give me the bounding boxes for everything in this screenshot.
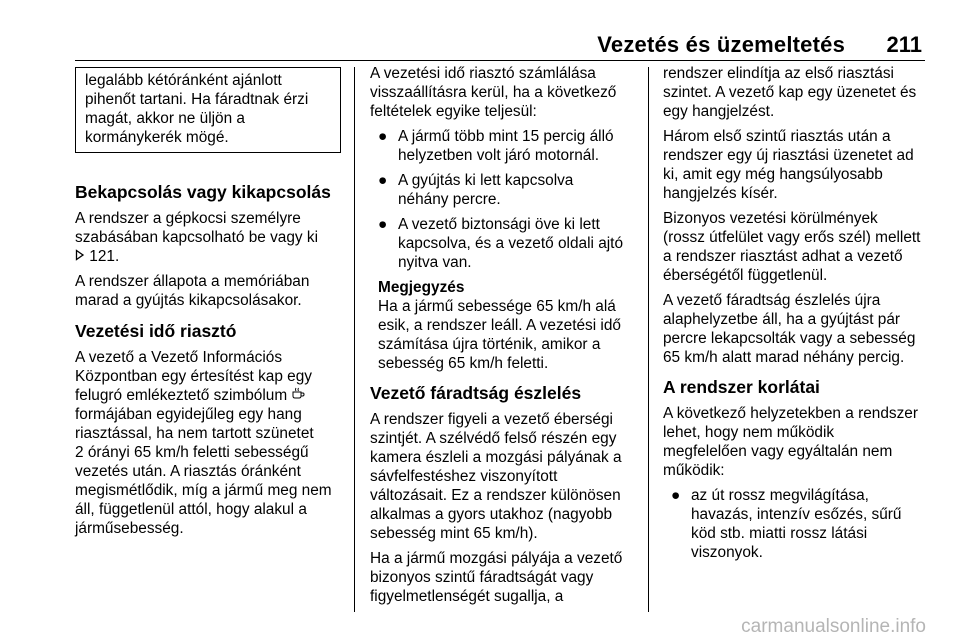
text-line: 2 órányi 65 km/h feletti sebességű [75, 444, 309, 461]
bullet-icon: ● [378, 172, 388, 189]
text-line: A gyújtás ki lett kapcsolva [398, 172, 574, 189]
paragraph [75, 348, 347, 538]
paragraph [663, 64, 931, 121]
text-line: felugró emlékeztető szimbólum [75, 387, 288, 404]
header-rule [75, 60, 925, 61]
column-2 [370, 64, 642, 612]
text-line: kapcsolva, és a vezető oldali ajtó [398, 235, 624, 252]
text-line: visszaállításra kerül, ha a következő [370, 84, 617, 101]
text-line: működik: [663, 462, 725, 479]
text-line: nyitva van. [398, 254, 472, 271]
page-header-title: Vezetés és üzemeltetés [597, 32, 845, 57]
text-line: magát, akkor ne üljön a [85, 110, 245, 127]
text-line: változásait. Ez a rendszer különösen [370, 487, 621, 504]
text-line: az út rossz megvilágítása, [691, 487, 869, 504]
column-3 [663, 64, 931, 568]
arrow-ref-icon [75, 248, 89, 265]
list-item [370, 127, 642, 165]
text-line: pihenőt tartani. Ha fáradtnak érzi [85, 91, 309, 108]
text-line: számítása újra történik, amikor a [378, 336, 601, 353]
text-line: helyzetben volt járó motornál. [398, 147, 600, 164]
text-line: A jármű több mint 15 percig álló [398, 128, 614, 145]
text-line: sebesség mint 65 km/h). [370, 525, 538, 542]
note-block [370, 278, 642, 373]
text-line: Három első szintű riasztás után a [663, 128, 891, 145]
text-line: néhány percre. [398, 191, 501, 208]
text-line: A rendszer a gépkocsi személyre [75, 210, 301, 227]
text-line: marad a gyújtás kikapcsolásakor. [75, 292, 302, 309]
text-line: figyelmetlenségét sugallja, a [370, 588, 564, 605]
text-line: A vezető biztonsági öve ki lett [398, 216, 600, 233]
text-line: ki, amit egy még hangsúlyosabb [663, 166, 883, 183]
text-line: rendszer egy új riasztási üzenetet ad [663, 147, 914, 164]
list-item [370, 171, 642, 209]
paragraph [663, 404, 931, 480]
text-line: feltételek egyike teljesül: [370, 103, 537, 120]
paragraph [663, 291, 931, 367]
text-line: A következő helyzetekben a rendszer [663, 405, 918, 422]
section-heading: Vezetési idő riasztó [75, 321, 237, 341]
paragraph [75, 209, 347, 266]
text-line: szintet. A vezető kap egy üzenetet és [663, 84, 917, 101]
text-line: éberségétől függetlenül. [663, 267, 828, 284]
text-line: viszonyok. [691, 544, 763, 561]
text-line: köd stb. miatti rossz látási [691, 525, 868, 542]
text-line: vezetés után. A riasztás óránként [75, 463, 301, 480]
paragraph [370, 64, 642, 121]
watermark: carmanualsonline.info [741, 616, 926, 637]
text-line: A rendszer állapota a memóriában [75, 273, 310, 290]
text-line: hangjelzés kísér. [663, 185, 778, 202]
text-line: megismétlődik, míg a jármű meg nem [75, 482, 332, 499]
text-line: (rossz útfelület vagy erős szél) mellett [663, 229, 921, 246]
text-line: lehet, hogy nem működik [663, 424, 835, 441]
column-1 [75, 64, 347, 544]
text-line: alkalmas a gyors utakhoz (nagyobb [370, 506, 613, 523]
text-line: A vezető a Vezető Információs [75, 349, 283, 366]
text-line: legalább kétóránként ajánlott [85, 72, 282, 89]
paragraph [75, 272, 347, 310]
text-line: esik, a rendszer leáll. A vezetési idő [378, 317, 621, 334]
text-line: percre lekapcsolták vagy a sebesség [663, 330, 916, 347]
paragraph [370, 410, 642, 543]
text-line: formájában egyidejűleg egy hang [75, 406, 302, 423]
text-line: A vezetési idő riasztó számlálása [370, 65, 596, 82]
paragraph [663, 127, 931, 203]
text-line: 65 km/h alatt marad néhány percig. [663, 349, 905, 366]
text-line: Ha a jármű mozgási pályája a vezető [370, 550, 623, 567]
text-line: A rendszer figyeli a vezető éberségi [370, 411, 613, 428]
text-line: Ha a jármű sebessége 65 km/h alá [378, 298, 616, 315]
text-line: havazás, intenzív esőzés, sűrű [691, 506, 902, 523]
bullet-icon: ● [671, 487, 681, 504]
bullet-icon: ● [378, 128, 388, 145]
text-line: megfelelően vagy egyáltalán nem [663, 443, 893, 460]
list-item [370, 215, 642, 272]
paragraph [663, 209, 931, 285]
text-line: a rendszer riasztást adhat a vezető [663, 248, 903, 265]
page-reference[interactable]: 121. [89, 248, 120, 265]
column-divider-2 [648, 67, 649, 612]
bullet-list [663, 486, 931, 562]
note-heading: Megjegyzés [378, 279, 465, 296]
notice-box [75, 67, 341, 153]
text-line: rendszer elindítja az első riasztási [663, 65, 894, 82]
text-line: sávfelfestéshez viszonyított [370, 468, 558, 485]
text-line: bizonyos szintű fáradtságát vagy [370, 569, 594, 586]
text-line: kormánykerék mögé. [85, 129, 229, 146]
text-line: szintjét. A szélvédő felső részén egy [370, 430, 617, 447]
column-divider-1 [354, 67, 355, 612]
section-heading: Bekapcsolás vagy kikapcsolás [75, 182, 331, 202]
text-line: Bizonyos vezetési körülmények [663, 210, 878, 227]
text-line: Központban egy értesítést kap egy [75, 368, 312, 385]
bullet-icon: ● [378, 216, 388, 233]
paragraph [370, 549, 642, 606]
section-heading: A rendszer korlátai [663, 377, 820, 397]
text-line: alaphelyzetbe áll, ha a gyújtást pár [663, 311, 900, 328]
text-line: egy hangjelzést. [663, 103, 775, 120]
text-line: riasztással, ha nem tartott szünetet [75, 425, 314, 442]
section-heading: Vezető fáradtság észlelés [370, 383, 582, 403]
text-line: szabásában kapcsolható be vagy ki [75, 229, 318, 246]
page-number: 211 [886, 32, 922, 57]
text-line: sebesség 65 km/h feletti. [378, 355, 549, 372]
coffee-cup-icon [291, 387, 305, 404]
text-line: A vezető fáradtság észlelés újra [663, 292, 881, 309]
text-line: járműsebesség. [75, 520, 184, 537]
text-line: áll, függetlenül attól, hogy alakul a [75, 501, 307, 518]
list-item [663, 486, 931, 562]
text-line: kamera észleli a mozgási pályának a [370, 449, 622, 466]
bullet-list [370, 127, 642, 272]
